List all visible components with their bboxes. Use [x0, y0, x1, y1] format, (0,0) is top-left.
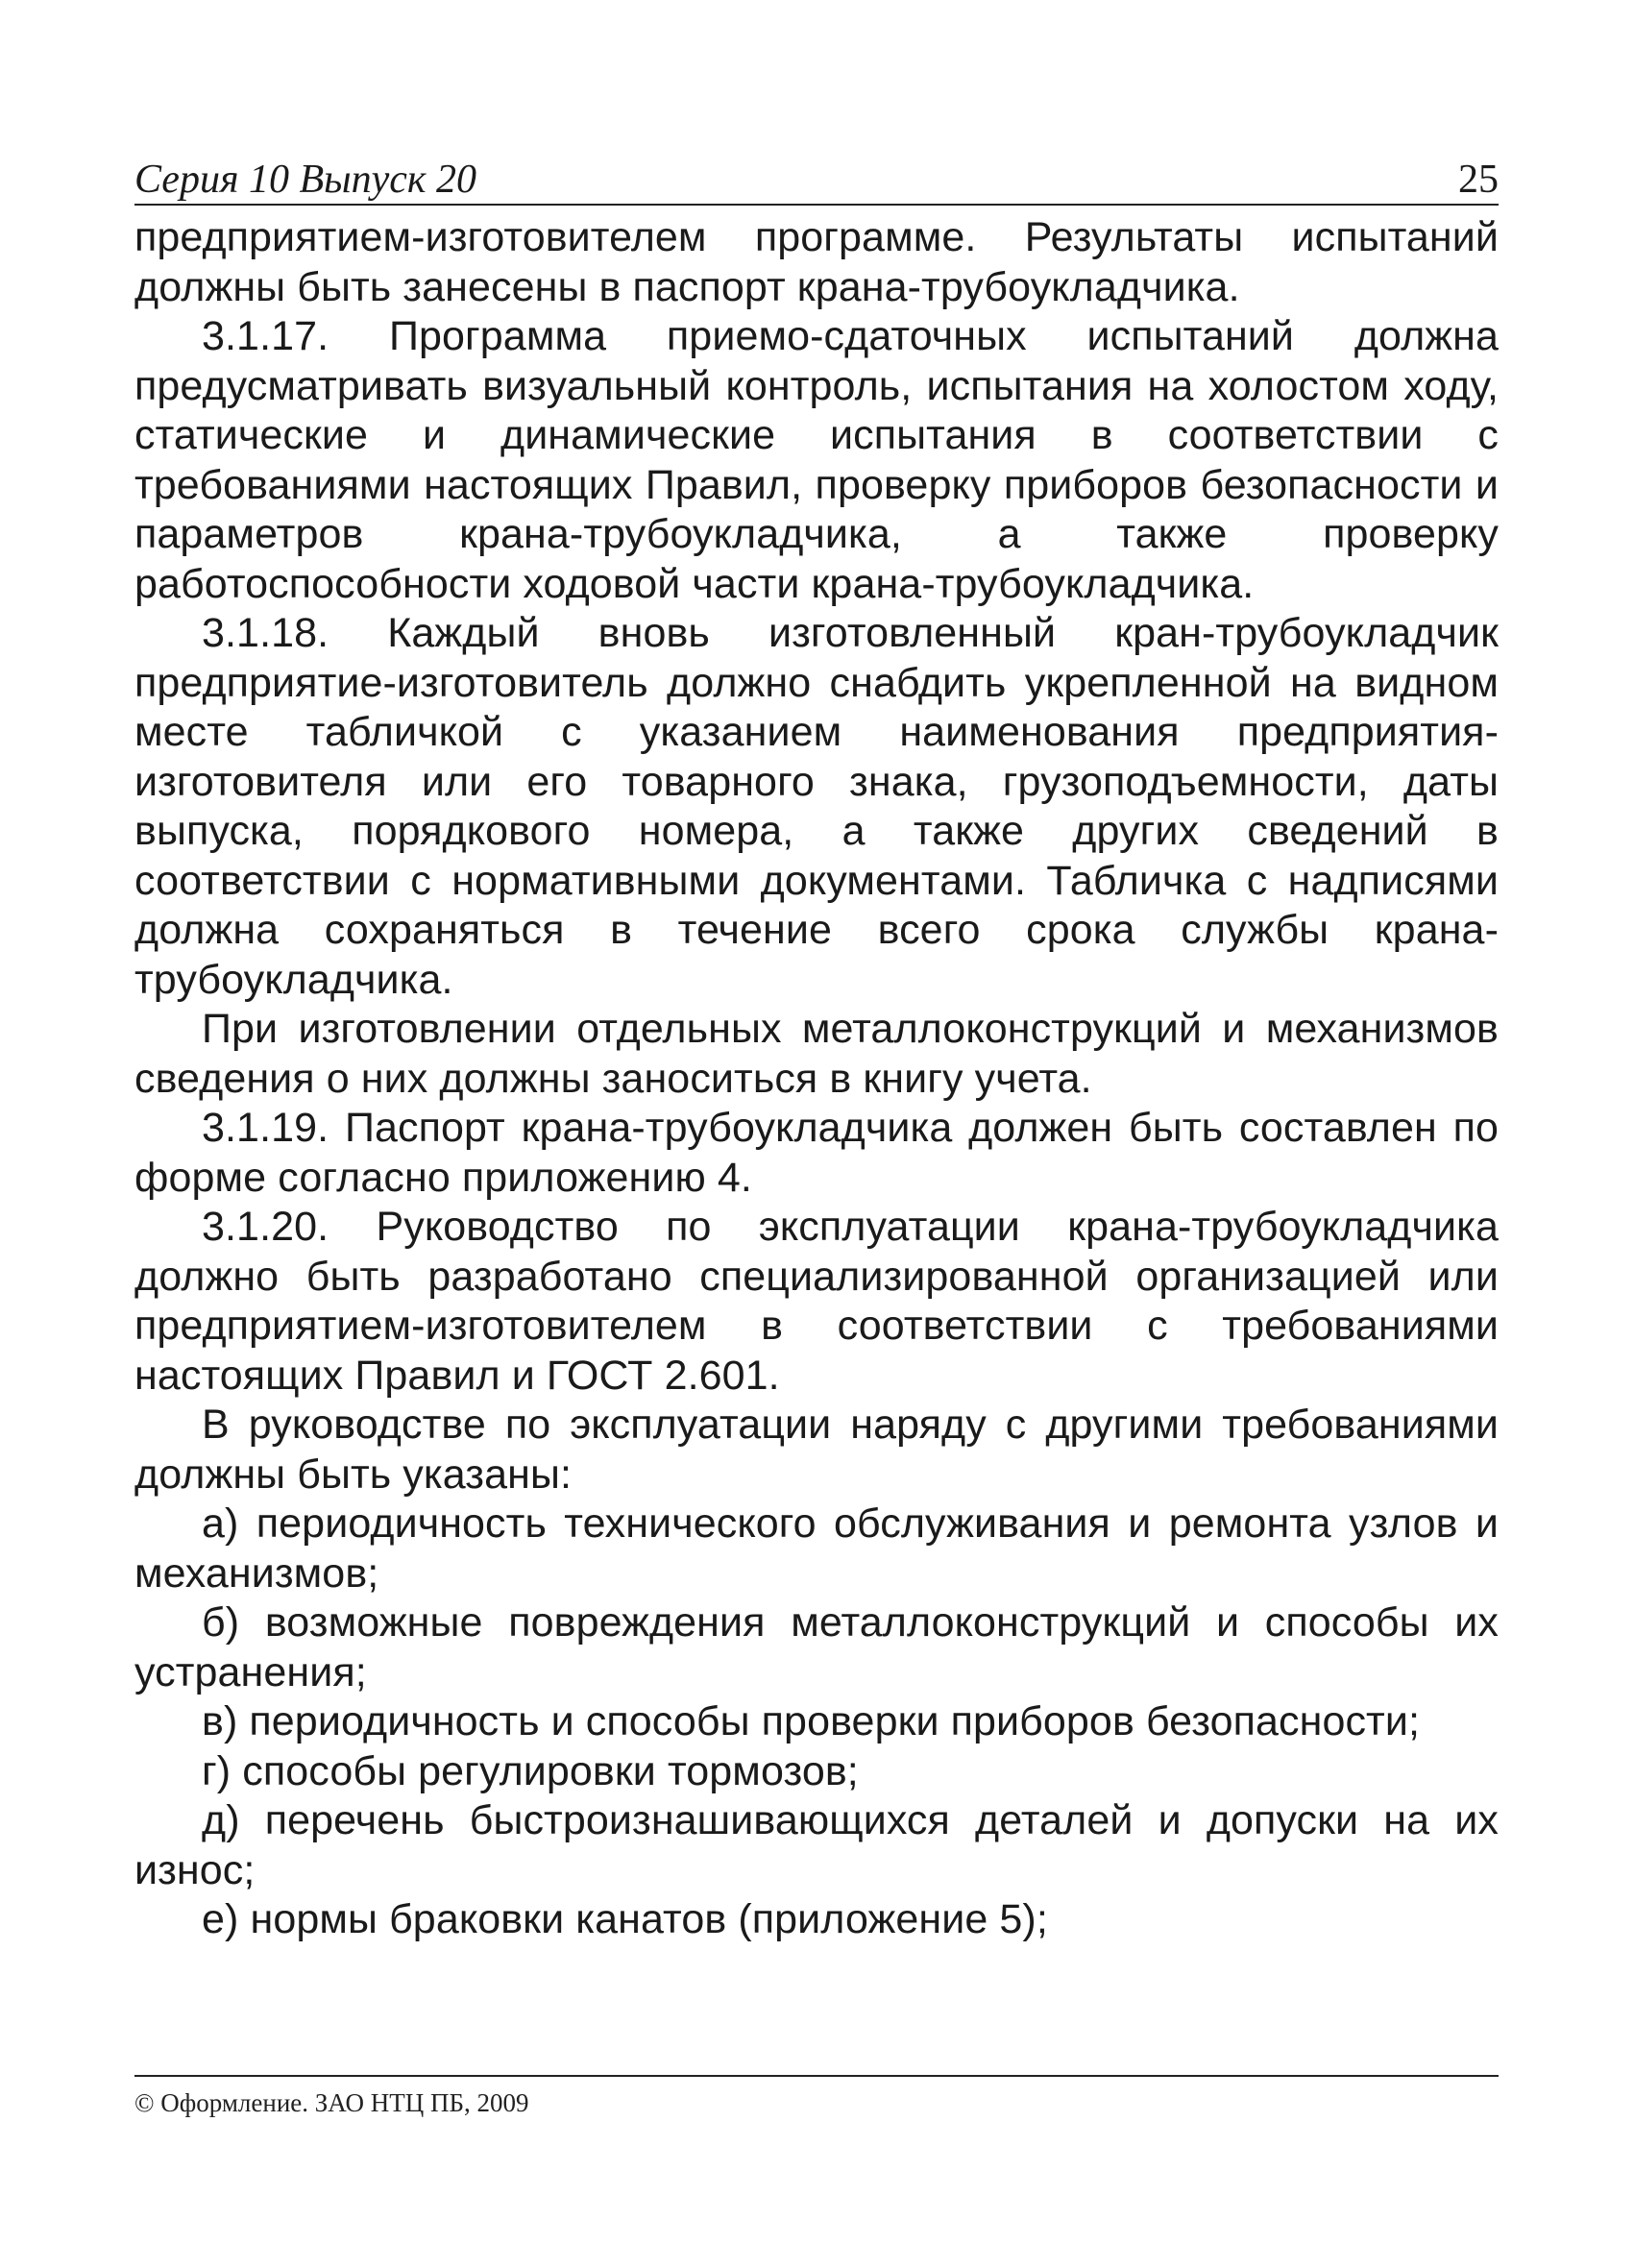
paragraph: В руководстве по эксплуатации наряду с другими требованиями должны быть указаны:	[134, 1402, 1499, 1498]
paragraph-3-1-17: 3.1.17. Программа приемо-сдаточных испытаний должна предусматривать визуальный контроль, испытания на холостом ходу, статические и динамические испытания в соответствии с требованиями настоящих Правил, проверку приборов безопасности и параметров крана-трубоукладчика, а также проверку работоспособности ходовой части крана-трубоукладчика.	[134, 313, 1499, 607]
body-text	[134, 213, 1499, 1945]
paragraph-3-1-20: 3.1.20. Руководство по эксплуатации крана-трубоукладчика должно быть разработано специализированной организацией или предприятием-изготовителем в соответствии с требованиями настоящих Правил и ГОСТ 2.601.	[134, 1204, 1499, 1399]
list-item-b: б) возможные повреждения металлоконструкций и способы их устранения;	[134, 1599, 1499, 1695]
paragraph: предприятием-изготовителем программе. Результаты испытаний должны быть занесены в паспорт крана-трубоукладчика.	[134, 214, 1499, 310]
page-number: 25	[1458, 158, 1499, 202]
list-item-a: а) периодичность технического обслуживания и ремонта узлов и механизмов;	[134, 1500, 1499, 1597]
list-item-g: г) способы регулировки тормозов;	[202, 1747, 859, 1794]
paragraph-3-1-19: 3.1.19. Паспорт крана-трубоукладчика должен быть составлен по форме согласно приложению 4.	[134, 1105, 1499, 1201]
paragraph-3-1-18: 3.1.18. Каждый вновь изготовленный кран-трубоукладчик предприятие-изготовитель должно снабдить укрепленной на видном месте табличкой с указанием наименования предприятия-изготовителя или его товарного знака, грузоподъемности, даты выпуска, порядкового номера, а также других сведений в соответствии с нормативными документами. Табличка с надписями должна сохраняться в течение всего срока службы крана-трубоукладчика.	[134, 610, 1499, 1003]
footer	[134, 2075, 1499, 2118]
page	[134, 144, 1499, 1945]
series-title: Серия 10 Выпуск 20	[134, 158, 476, 202]
list-item-v: в) периодичность и способы проверки приборов безопасности;	[202, 1698, 1421, 1744]
list-item-d: д) перечень быстроизнашивающихся деталей и допуски на их износ;	[134, 1797, 1499, 1893]
running-head	[134, 144, 1499, 206]
list-item-e: е) нормы браковки канатов (приложение 5);	[202, 1896, 1048, 1942]
paragraph: При изготовлении отдельных металлоконструкций и механизмов сведения о них должны заноситься в книгу учета.	[134, 1006, 1499, 1102]
copyright-notice: © Оформление. ЗАО НТЦ ПБ, 2009	[134, 2088, 529, 2117]
